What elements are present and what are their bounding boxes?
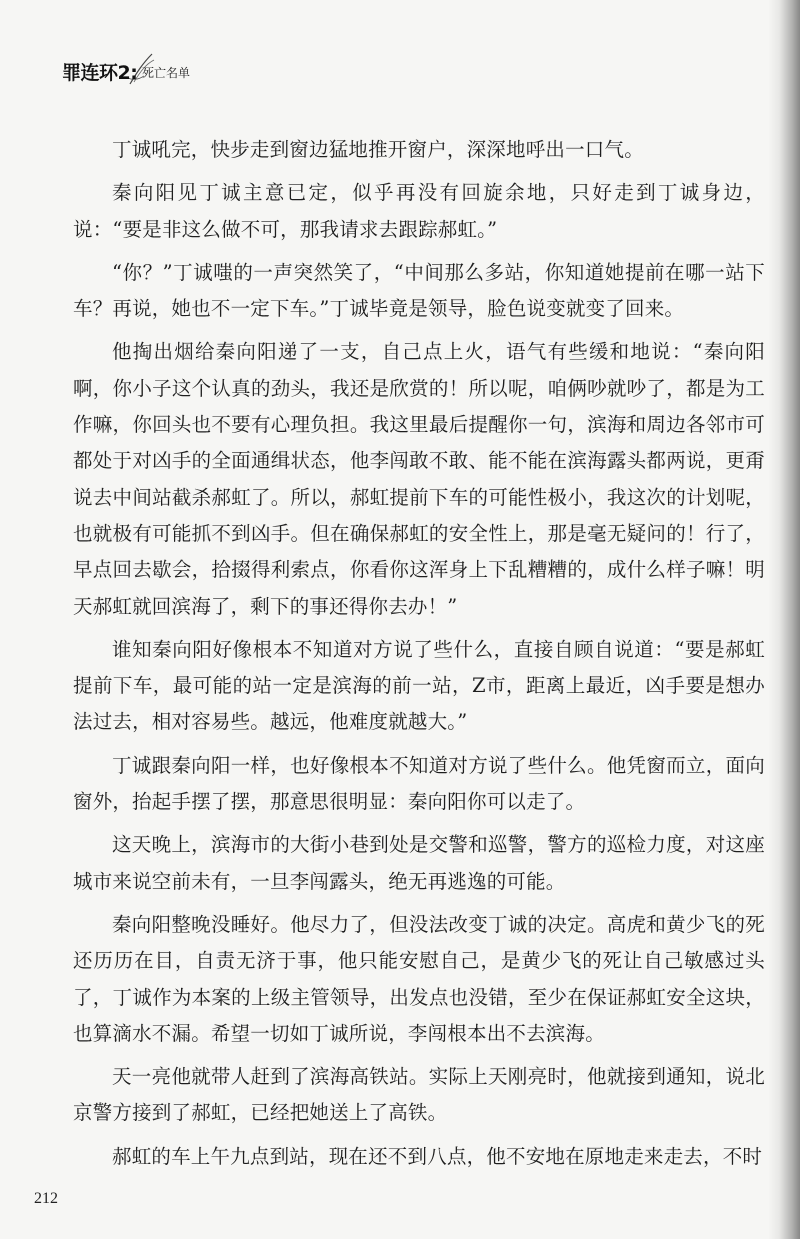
book-subtitle: 死亡名单 <box>142 66 191 80</box>
body-text <box>73 132 765 1182</box>
paragraph: 谁知秦向阳好像根本不知道对方说了些什么，直接自顾自说道：“要是郝虹提前下车，最可能的站一定是滨海的前一站，Z市，距离上最近，凶手要是想办法过去，相对容易些。越远，他难度就越大。” <box>73 637 765 734</box>
paragraph: 天一亮他就带人赶到了滨海高铁站。实际上天刚亮时，他就接到通知，说北京警方接到了郝虹，已经把她送上了高铁。 <box>73 1065 765 1125</box>
book-title: 罪连环2: <box>62 62 138 84</box>
page-number: 212 <box>34 1190 58 1207</box>
paragraph: 他掏出烟给秦向阳递了一支，自己点上火，语气有些缓和地说：“秦向阳啊，你小子这个认真的劲头，我还是欣赏的！所以呢，咱俩吵就吵了，都是为工作嘛，你回头也不要有心理负担。我这里最后提醒你一句，滨海和周边各邻市可都处于对凶手的全面通缉状态，他李闯敢不敢、能不能在滨海露头都两说，更甭说去中间站截杀郝虹了。所以，郝虹提前下车的可能性极小，我这次的计划呢，也就极有可能抓不到凶手。但在确保郝虹的安全性上，那是毫无疑问的！行了，早点回去歇会，拾掇得利索点，你看你这浑身上下乱糟糟的，成什么样子嘛！明天郝虹就回滨海了，剩下的事还得你去办！” <box>73 340 765 618</box>
paragraph: 郝虹的车上午九点到站，现在还不到八点，他不安地在原地走来走去，不时 <box>112 1144 763 1168</box>
running-header <box>62 50 262 90</box>
page-edge-shadow <box>768 0 800 1239</box>
paragraph: “你？”丁诚嗤的一声突然笑了，“中间那么多站，你知道她提前在哪一站下车？再说，她也不一定下车。”丁诚毕竟是领导，脸色说变就变了回来。 <box>73 260 765 321</box>
paragraph: 秦向阳整晚没睡好。他尽力了，但没法改变丁诚的决定。高虎和黄少飞的死还历历在目，自责无济于事，他只能安慰自己，是黄少飞的死让自己敏感过头了，丁诚作为本案的上级主管领导，出发点也没错，至少在保证郝虹安全这块，也算滴水不漏。希望一切如丁诚所说，李闯根本出不去滨海。 <box>73 912 765 1045</box>
paragraph: 秦向阳见丁诚主意已定，似乎再没有回旋余地，只好走到丁诚身边，说：“要是非这么做不可，那我请求去跟踪郝虹。” <box>73 181 765 241</box>
paragraph: 这天晚上，滨海市的大街小巷到处是交警和巡警，警方的巡检力度，对这座城市来说空前未有，一旦李闯露头，绝无再逃逸的可能。 <box>73 833 765 893</box>
paragraph: 丁诚跟秦向阳一样，也好像根本不知道对方说了些什么。他凭窗而立，面向窗外，抬起手摆了摆，那意思很明显：秦向阳你可以走了。 <box>73 753 765 814</box>
paragraph: 丁诚吼完，快步走到窗边猛地推开窗户，深深地呼出一口气。 <box>112 138 644 161</box>
